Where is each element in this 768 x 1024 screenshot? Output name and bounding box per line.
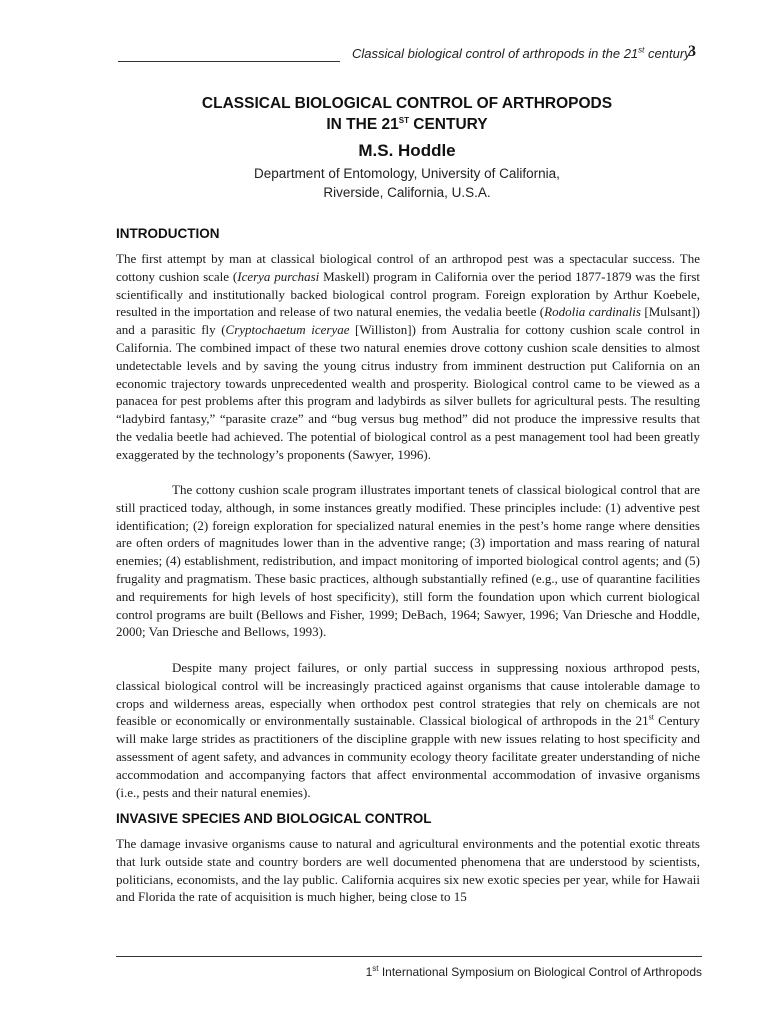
running-head-text-end: century [644, 46, 691, 61]
species-name: Icerya purchasi [237, 268, 320, 284]
text-run: The first attempt by man at classical biological control of an arthropod pest was a spectacular success. The cottony cushion scale ( [116, 251, 700, 284]
intro-paragraph-3 [116, 659, 700, 801]
title-line-2-text: IN THE 21 [326, 116, 399, 133]
header-rule [118, 61, 340, 62]
running-header [118, 44, 696, 64]
intro-paragraph-1 [116, 250, 700, 464]
footer-sup: st [372, 964, 379, 973]
text-run: Maskell) program in California over the period 1877-1879 was the first scientifically and institutionally backed biological control program. Foreign exploration by Arthur Koebele, resulted in the importation and release of two natural enemies, the vedalia beetle ( [116, 268, 700, 320]
title-line-2 [118, 114, 696, 135]
page-number: 3 [688, 43, 696, 60]
invasive-paragraph-1: The damage invasive organisms cause to natural and agricultural environments and the potential exotic threats that lurk outside state and country borders are well documented phenomena that are understood by scientists, politicians, economists, and the lay public. California acquires six new exotic species per year, while for Hawaii and Florida the rate of acquisition is much higher, being close to 15 [116, 836, 700, 905]
superscript: st [648, 713, 654, 723]
affiliation [118, 165, 696, 202]
title-line-2-end: CENTURY [408, 116, 488, 133]
text-run: Century will make large strides as practitioners of the discipline grapple with new issues relating to host specificity and assessment of agent safety, and advances in community ecology theory facilitate greater understanding of niche accommodation and accompanying factors that affect environmental accommodation of invasive organisms (i.e., pests and their natural enemies). [116, 713, 700, 800]
text-run: [Mulsant]) and a parasitic fly ( [116, 304, 700, 338]
author-name: M.S. Hoddle [358, 141, 456, 160]
species-name: Rodolia cardinalis [544, 304, 641, 320]
species-name: Cryptochaetum iceryae [225, 322, 350, 338]
title-line-1: CLASSICAL BIOLOGICAL CONTROL OF ARTHROPODS [201, 95, 613, 112]
affiliation-line-2: Riverside, California, U.S.A. [323, 184, 491, 200]
section-heading-introduction: INTRODUCTION [116, 226, 220, 241]
footer [116, 956, 702, 979]
text-run: [Williston]) from Australia for cottony cushion scale control in California. The combined impact of these two natural enemies drove cottony cushion scale densities to almost undetectable levels and by saving the young citrus industry from imminent destruction put California on an economic trajectory towards unprecedented wealth and prosperity. Biological control came to be viewed as a panacea for pest problems after this program and ladybirds as silver bullets for agricultural pests. The resulting “ladybird fantasy,” “parasite craze” and “bug versus bug method” did not produce the impressive results that the vedalia beetle had achieved. The potential of biological control as a pest management tool had been greatly exaggerated by the technology’s proponents (Sawyer, 1996). [116, 322, 700, 462]
text-run: Despite many project failures, or only partial success in suppressing noxious arthropod pests, classical biological control will be increasingly practiced against organisms that cause intolerable damage to crops and wilderness areas, especially when orthodox pest control strategies that rely on chemicals are not feasible or economically or environmentally sustainable. Classical biological of arthropods in the 21 [116, 660, 700, 729]
paper-title [118, 93, 696, 135]
footer-label: International Symposium on Biological Control of Arthropods [378, 965, 702, 979]
footer-text [366, 965, 702, 979]
intro-paragraph-2: The cottony cushion scale program illustrates important tenets of classical biological control that are still practiced today, although, in some instances greatly modified. These principles include: (1) adventive pest identification; (2) foreign exploration for specialized natural enemies in the pest’s home range where densities are often orders of magnitudes lower than in the adventive range; (3) importation and mass rearing of natural enemies; (4) establishment, redistribution, and impact monitoring of imported biological control agents; and (5) frugality and pragmatism. These basic practices, although substantially refined (e.g., use of quarantine facilities and requirements for high levels of host specificity), still form the foundation upon which current biological control programs are built (Bellows and Fisher, 1999; DeBach, 1964; Sawyer, 1996; Van Driesche and Hoddle, 2000; Van Driesche and Bellows, 1993). [116, 482, 700, 640]
running-head-sup: st [638, 45, 645, 55]
footer-number: 1 [365, 965, 373, 979]
title-sup: ST [398, 115, 409, 125]
footer-rule [116, 956, 702, 957]
section-heading-invasive-species: INVASIVE SPECIES AND BIOLOGICAL CONTROL [116, 811, 432, 826]
running-head-text: Classical biological control of arthropods in the 21 [352, 46, 639, 61]
running-head [352, 46, 691, 61]
affiliation-line-1: Department of Entomology, University of California, [254, 166, 560, 181]
